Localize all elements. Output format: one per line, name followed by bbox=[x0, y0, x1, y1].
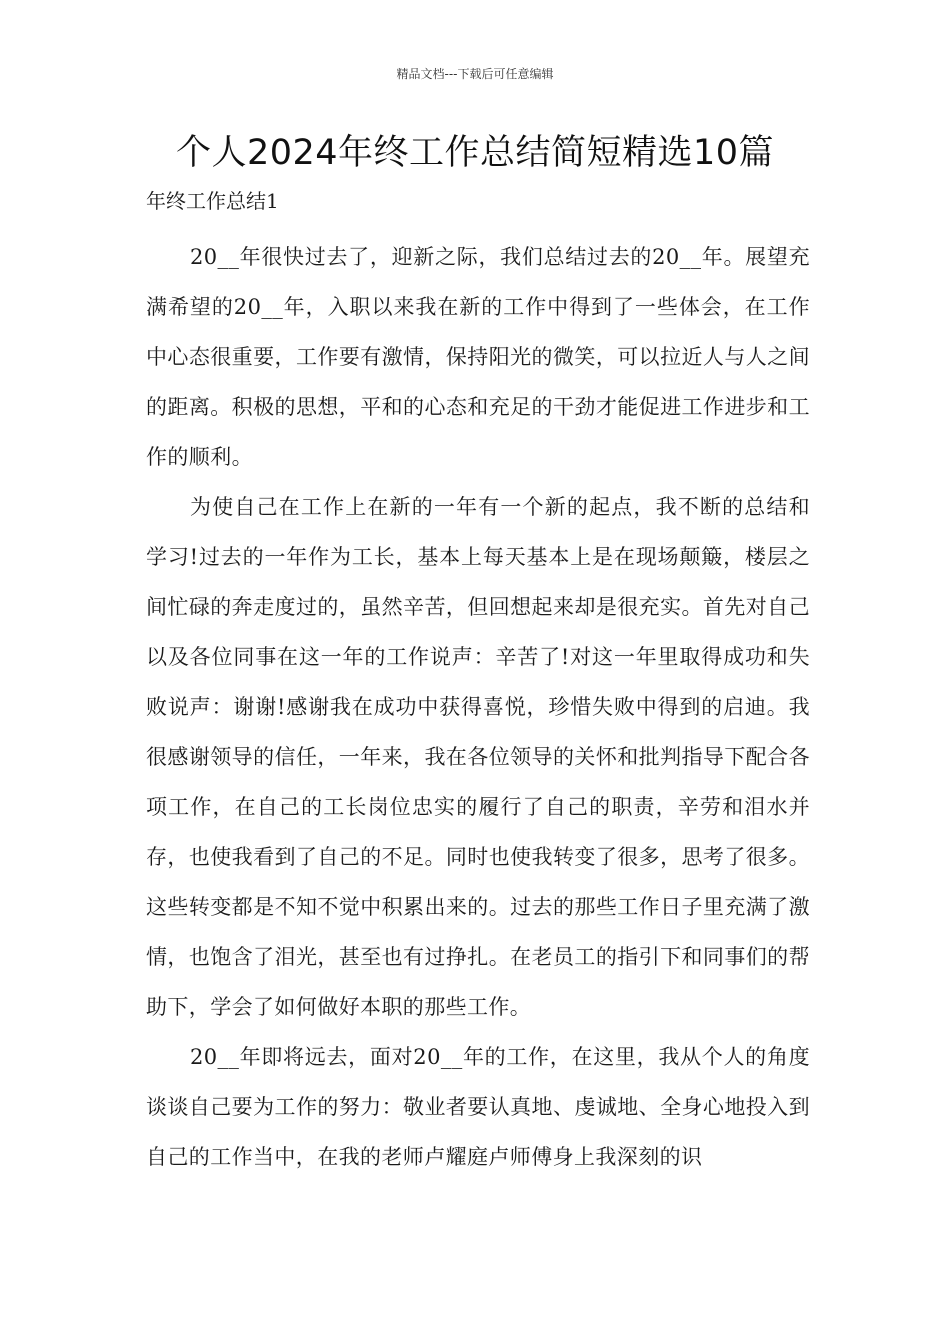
document-title: 个人2024年终工作总结简短精选10篇 bbox=[175, 133, 775, 173]
paragraph-3: 20__年即将远去，面对20__年的工作，在这里，我从个人的角度谈谈自己要为工作的努力：敬业者要认真地、虔诚地、全身心地投入到自己的工作当中，在我的老师卢耀庭卢师傅身上我深刻的识 bbox=[146, 1045, 810, 1169]
paragraph-1: 20__年很快过去了，迎新之际，我们总结过去的20__年。展望充满希望的20__年，入职以来我在新的工作中得到了一些体会，在工作中心态很重要，工作要有激情，保持阳光的微笑，可以拉近人与人之间的距离。积极的思想，平和的心态和充足的干劲才能促进工作进步和工作的顺利。 bbox=[146, 245, 810, 469]
paragraph-2: 为使自己在工作上在新的一年有一个新的起点，我不断的总结和学习!过去的一年作为工长，基本上每天基本上是在现场颠簸，楼层之间忙碌的奔走度过的，虽然辛苦，但回想起来却是很充实。首先对自己以及各位同事在这一年的工作说声：辛苦了!对这一年里取得成功和失败说声：谢谢!感谢我在成功中获得喜悦，珍惜失败中得到的启迪。我很感谢领导的信任，一年来，我在各位领导的关怀和批判指导下配合各项工作，在自己的工长岗位忠实的履行了自己的职责，辛劳和泪水并存，也使我看到了自己的不足。同时也使我转变了很多，思考了很多。这些转变都是不知不觉中积累出来的。过去的那些工作日子里充满了激情，也饱含了泪光，甚至也有过挣扎。在老员工的指引下和同事们的帮助下，学会了如何做好本职的那些工作。 bbox=[146, 495, 810, 1019]
document-body bbox=[146, 232, 810, 1182]
page-header-note: 精品文档---下载后可任意编辑 bbox=[396, 67, 554, 81]
section-heading: 年终工作总结1 bbox=[146, 189, 279, 213]
